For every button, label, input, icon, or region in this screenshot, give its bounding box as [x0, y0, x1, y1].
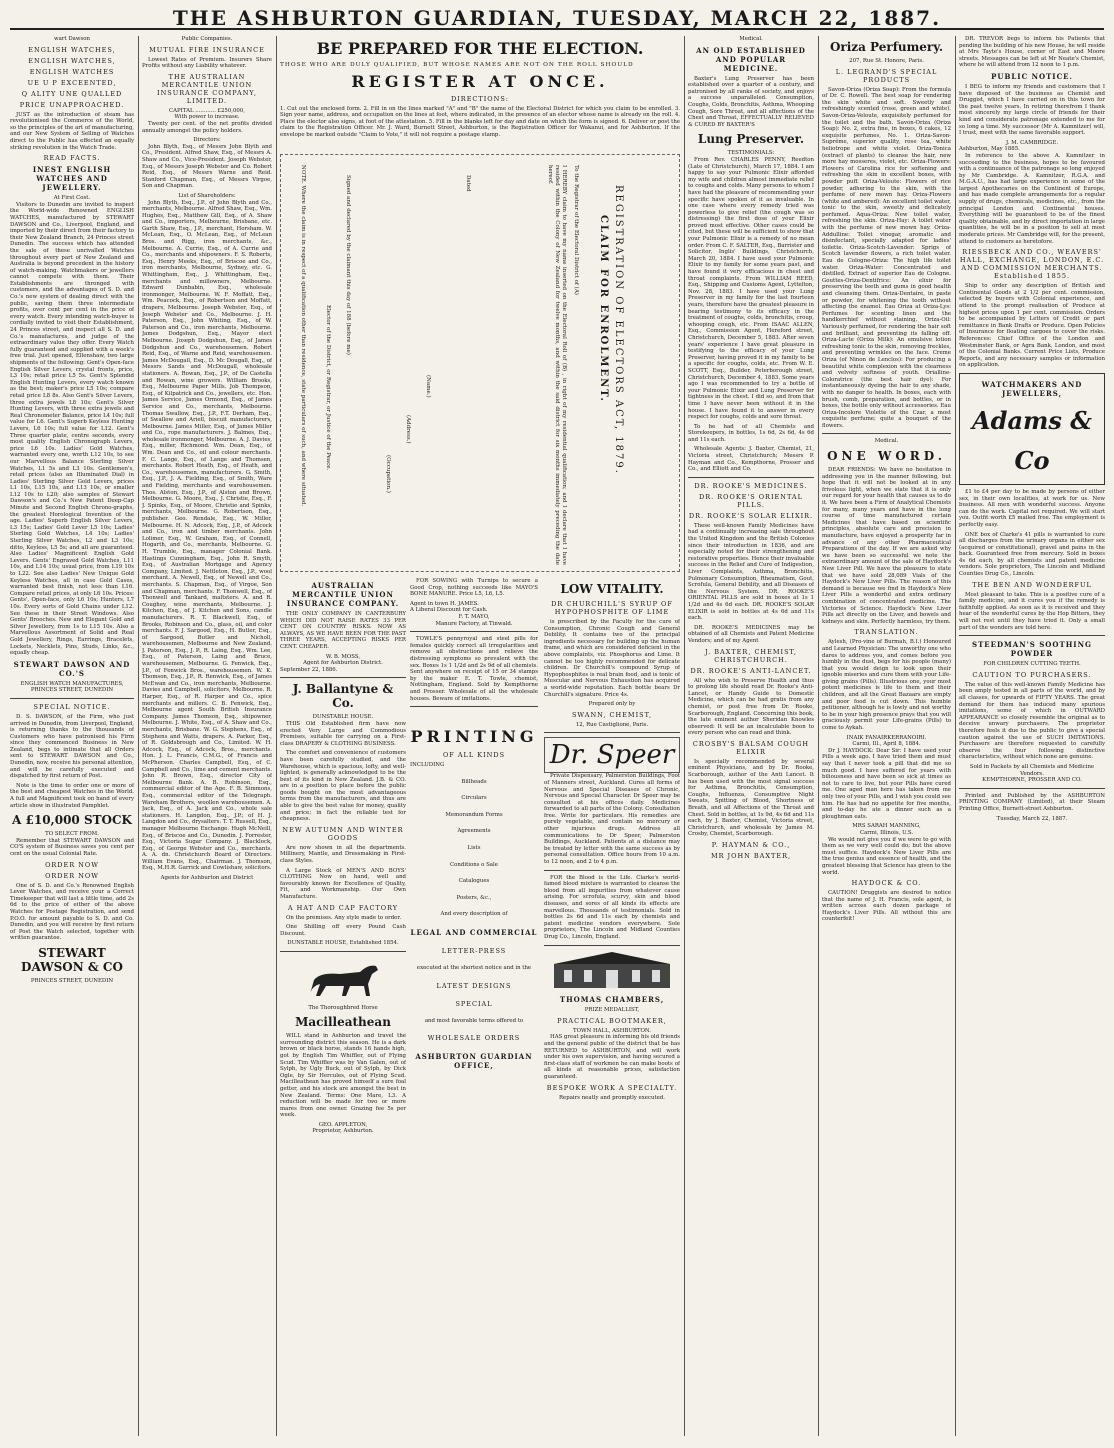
adams-logo: Adams & Co — [972, 405, 1092, 475]
hops-heading: THE BEN AND WONDERFUL — [972, 580, 1092, 589]
horse-body: WILL stand in Ashburton and travel the surrounding district this season. He is a dark brown or black horse, stands 16 hands high, got by English Tim Whiffler, out of Flying Scud. Tim Whiffler was by Van Galen, out of Sylph, by Ugly Buck, out of Sylph, by Dick Ogle, by Sir Hercules, out of Flying Scud. Macilleathean has proved himself a sure foal getter, and his stock are amongst the best in New Zealand. Terms: One Mare, L3. A reduction will be made for two or more mares from one owner. Grazing fee 5s per week. — [280, 1033, 406, 1119]
chambers-trade: PRACTICAL BOOTMAKER, — [557, 1016, 667, 1025]
rooke-obtain: DR. ROOKE'S MEDICINES may be obtained of all Chemists and Patent Medicine Vendors; and of my Agent — [688, 624, 814, 644]
dawson-co: STEWART DAWSON AND CO.'S — [13, 659, 131, 678]
form-hereby: I HEREBY claim to have my name inserted on the Electoral Roll of (B) , in right of my residential qualification; and I declare that I have resided within the Colony of New Zealand for twelve months, and within the said district for six months immediately preceding the date hereof. — [547, 165, 567, 565]
steedman-body: The value of this well-known Family Medicine has been amply tested in all parts of the world, and by all classes, for upwards of FIFTY YEARS. The great demand for them has induced many spurious imitations, some of which in OUTWARD APPEARANCE so closely resemble the original as to deceive unwary purchasers. The proprietor therefore feels it due to the public to give a special caution against the use of SUCH IMITATIONS. Purchasers are therefore requested to carefully observe the four following distinctive characteristics, without which none are genuine. — [959, 681, 1105, 761]
dawson-footer-street: PRINCES STREET, DUNEDIN — [30, 977, 114, 984]
hayman-foot: P. HAYMAN & CO., — [711, 841, 791, 849]
printing-wholesale: WHOLESALE ORDERS — [427, 1034, 521, 1043]
baxter-wholesale: Wholesale Agents: J. Baxter, Chemist, 21, Victoria street, Christchurch; Messrs P. Hayman and Co., Kempthorne, Prosser and Co., and Elliott and Co. — [688, 446, 814, 473]
printing-of: OF ALL KINDS — [442, 751, 506, 760]
election-notice — [280, 36, 680, 152]
translation-sign: INAIK FANAIRKERRANOIRI. — [846, 734, 927, 741]
medical-head-2: Medical. — [874, 438, 899, 445]
watch-head-1: ENGLISH WATCHES, — [28, 45, 116, 54]
public-companies-head: Public Companies. — [181, 36, 233, 42]
printing-every: And every description of — [440, 911, 508, 918]
form-claim: CLAIM FOR ENROLMENT. — [598, 215, 609, 403]
printing-executed: executed at the shortest notice and in the — [416, 965, 532, 972]
ballantyne-stock: A Large Stock of MEN'S AND BOYS' CLOTHING Now on hand, well and favourably known for Excellence of Quality, Fit, and Workmanship. Our Own Manufacture. — [280, 867, 406, 900]
directors-list: John Blyth, Esq., of Messrs John Blyth and Co., President. Alfred Shaw, Esq., of Messrs A. Shaw and Co., Vice-President. Joseph Webster, Esq., of Messrs Joseph Webster and Co. Robert Reid, Esq., of Messrs Warne and Reid. Stanford Chapman, Esq., of Messrs Virgoe, Son and Chapman. — [142, 143, 272, 190]
manure-discount: A Liberal Discount for Cash. — [410, 607, 488, 614]
chambers-body: HAS great pleasure in informing his old friends and the general public of the district that he has RETURNED to ASHBURTON, and will work under his own supervision, and having secured a first-class staff of workmen he can make boots of all kinds at reasonable prices, satisfaction guaranteed. — [544, 1034, 680, 1080]
manure-name: F. T. MAYO, — [458, 613, 490, 620]
ballantyne-new-body: Are now shown in all the departments. Millinery, Mantle, and Dressmaking in First-class Styles. — [280, 844, 406, 865]
translation-head: TRANSLATION. — [854, 628, 919, 637]
tagline-2: Q ALITY UNE QUALLED — [21, 89, 123, 98]
printing-item: Lists — [467, 845, 481, 852]
column-3-lower — [280, 578, 406, 1438]
horse-icon — [280, 956, 406, 1002]
form-signed: Signed and declared by the claimant this day of 188 (before me) — [345, 175, 351, 355]
column-stewart-dawson — [10, 36, 134, 1440]
divider — [959, 635, 1105, 636]
crosby-body: Is specially recommended by several eminent Physicians, and by Dr. Rooke, Scarborough, author of the Anti Lancet. It has been used with the most signal success for Asthma, Bronchitis, Consumption, Coughs, Influenza, Consumptive Night Sweats, Spitting of Blood, Shortness of Breath, and all Affections of the Throat and Chest. Sold in bottles, at 1s 9d, 4s 6d and 11s each, by J. Baxter, Chemist, Victoria street, Christchurch, and wholesale by James M. Crosby, Chemist, Scarborough. — [688, 758, 814, 838]
select-heading: TO SELECT FROM. — [45, 831, 99, 838]
dr-speer-logo: Dr. Speer — [544, 737, 680, 773]
form-elector: Elector of the District, or Registrar, or Justice of the Peace. — [325, 305, 331, 471]
baxter-intro: Baxter's Lung Preserver has been established over a quarter of a century, and patronised by all ranks of society, and enjoys a success unparalleled. Consumption, Coughs, Colds, Bronchitis, Asthma, Whooping Cough, Sore Throat, and all affections of the Chest and Throat, EFFECTUALLY RELIEVED & CURED BY BAXTER'S — [688, 75, 814, 128]
trevor-body: DR. TREVOR begs to inform his Patients that pending the building of his new House, he will reside at Mrs Tayte's House, corner of East and Moore streets. Messages can be left at Mr Neate's Chemist, where he will attend from 12 noon to 1 p.m. — [959, 36, 1105, 69]
printing-including: INCLUDING — [410, 762, 445, 769]
divider — [544, 945, 680, 946]
watchmakers: WATCHMAKERS AND JEWELLERS, — [981, 379, 1083, 398]
finest-heading: INEST ENGLISH WATCHES AND JEWELLERY. — [32, 165, 112, 193]
divider — [410, 631, 538, 632]
clarke-body: ONE box of Clarke's 41 pills is warranted to cure all discharges from the urinary organs in either sex (acquired or constitutional), gravel and pains in the back. Guaranteed free from mercury. Sold in boxes 4s 6d each, by all chemists and patent medicine vendors. Sole proprietors, The Lincoln and Midland Counties Drug Co., Lincoln. — [959, 531, 1105, 578]
enrolment-form — [280, 154, 680, 572]
printed-by: Printed and Published by the ASHBURTON PRINTING COMPANY (Limited), at their Steam Printing Office, Burnett-street Ashburton. — [959, 792, 1105, 812]
manure-factory: Manure Factory, at Tinwald. — [435, 620, 513, 627]
medical-head: Medical. — [739, 36, 763, 42]
register-heading: REGISTER AT ONCE. — [351, 71, 609, 91]
chambers-medal: PRIZE MEDALLIST, — [584, 1007, 640, 1014]
directors-head: Directors: — [193, 137, 221, 144]
column-rule — [276, 36, 277, 1436]
directions-body: 1. Cut out the enclosed form. 2. Fill in on the lines marked "A" and "B" the name of the Electoral District for which you claim to be enrolled. 3. Sign your name, address, and occupation on the lines at foot, where indicated, in the presence of an elector whose name is already on the roll. 4. Place the elector also signs, at foot of the attestation. 5. Fill in the blanks left for day and date on which the form is signed. 6. Deliver or post the claim to the Registration Officer. Mr. J. Ward, Burnett Street, Ashburton, is the Registration Officer for Wakanui, and for Ashburton. If the envelope be marked outside "Claim to Vote," it will not require a postage stamp. — [280, 105, 680, 138]
chambers-addr: TOWN HALL, ASHBURTON. — [572, 1027, 652, 1034]
crosby-heading: CROSBY'S BALSAM COUGH ELIXIR — [692, 739, 810, 756]
oriza-body: Savon-Oriza (Oriza Soap): From the formula of Dr. C. Rowell. The best soap for rendering the skin white and soft. Sweetly and refreshingly scented (rose, green and white). Savon-Oriza-Veloute, exquisitely perfumed for the toilet and the bath. Savon-Oriza (Oriza Soap): No. 2, extra fine, in boxes, 6 cakes, 12 exquisite perfumes, No. 1. Oriza-Savon-Suprême, superior quality, rose tea, white heliotrope and white violet. Oriza-Tonica (extract of plants) to cleanse the hair, new more hay mosseres, violet, etc. Oriza-Flowers: Flowers of Carolina rice for softening and refreshing the skin in excellent boxes, with powder puff. Oriza-Veloute: Flowers of rice powder, adhering to the skin, with the perfume of new mown hay. Oriza-Flowers (white and ambered): An excellent toilet water, tonic to the skin, sweetly and delicately perfumed. Aqua-Oriza: New toilet water, refreshing the skin. Oriza-Hay: A toilet water with the perfume of new mown hay. Oriza-Addulline: Toilet vinegar, aromatic and disinfectant, specially adapted for ladies' toilette. Oriza-Scotch-Lavender: Sprigs of Scotch lavender flowers, a rich toilet water. Eau de Cologne-Oriza: The high life toilet water. Oriza-Water: Concentrated and distilled. Extract of superior Eau de Cologne. Gouttes-Oriza-Dentifrice: An elixir for preserving the teeth and gums in good health and cleansing them. Oriza-Dentaire, in paste or powder, for whitening the tooth without affecting the enamel. Eau Oriza at Oriza-Lys: Perfumes for scenting linen and the handkerchief without staining. Oriza-Oil: Variously perfumed, for rendering the hair soft and brilliant, and preventing its falling off. Oriza-Lacte (Oriza Milk): An emulsive lotion refreshing tonic to the skin, removing freckles, and preventing wrinkles on the face. Creme Oriza (of Ninon de Lenclos): For producing a beautiful white complexion with the clearness and velvety softness of youth. Orialline-Coloratrice (the best hair dye): For instantaneously dyeing the hair to any shade, with no danger to health. In boxes, each with brush, comb, preparation, and bottles, or in boxes, the bottle only without accessories. Eau Oriza-Incolore Violette of the Czar, a most exquisite perfume; quite a bouquet of the flowers. — [822, 86, 951, 429]
form-name: (Name.) — [425, 375, 431, 398]
translation-body: Aylesh, (Pro-vine of Burmah, B.I.) Honoured and Learned Physician: The unworthy one who dares to address you, and comes before you humbly in the dust, begs for his people (many) that you would deign to look upon their ignoble miseries and cure them with your Life-giving grains (Pills). Illustrious one, your most potent medicines is life to them and their children, and all the Great Bazaars are empty and poor food is cut down. This humble petitioner, although he is lowly and not worthy to be in your high presence prays that you will graciously permit your Life-grains (Pills) to come to Aykah. — [822, 639, 951, 732]
riessbeck: RIESSBECK AND CO., WEAVERS' HALL, EXCHANGE, LONDON, E.C. AND COMMISSION MERCHANTS. Established 1855. — [959, 248, 1105, 281]
printing-title: PRINTING — [410, 727, 538, 747]
baxter-sold: To be had of all Chemists and Storekeepers, in bottles, 1s 6d, 2s 6d, 4s 6d and 11s each. — [688, 423, 814, 443]
vitality-body: is prescribed by the Faculty for the cure of Consumption, Chronic Cough and General Debility. It contains two of the principal ingredients necessary for building up the human frame, and which are considered deficient in the above complaints, viz. Phosphorus and Lime. It cannot be too highly recommended for delicate children. Dr Churchill's compound Syrup of Hypophosphites is real brain food, and is tonic of Muscular and Nervous Exhaustion has acquired a world-wide reputation. Each bottle bears Dr Churchill's signature. Price 4s. — [544, 619, 680, 698]
manure-body: FOR SOWING with Turnips to secure a Good Crop, nothing succeeds like MAYO'S BONE MANURE. Price L5, L6, L5. — [410, 578, 538, 598]
column-rule — [818, 36, 819, 1436]
form-to: To the Registrar of the Electoral District of (A) — [573, 165, 579, 295]
amu-body: THE ONLY COMPANY IN CANTERBURY WHICH DID NOT RAISE RATES 33 PER CENT ON COUNTRY RISKS. NOW AS ALWAYS, AS WE HAVE BEEN FOR THE PAST THREE YEARS, ACCEPTING RISKS PER CENT. CHEAPER. — [280, 611, 406, 650]
column-rule — [955, 36, 956, 1436]
printing-item: Catalogues — [458, 878, 490, 885]
watch-head-3: ENGLISH WATCHES — [29, 67, 115, 76]
printing-office: ASHBURTON GUARDIAN OFFICE, — [415, 1052, 533, 1071]
carmi-body: Dr J. HAYDOCK: Dear Sir: I have used your Pills a week ago. I have tried them and must say that I never took a pill that did me so much good. I have suffered for years with biliousness and have been so sick at times as not to care to live, but your Pills have cured me. One aged man here has taken from me only two of your Pills, and I wish you could see him. He has had no appetite for five months, and to-day he ate a dinner such as a ploughman eats. — [822, 747, 951, 820]
lung-preserver: Lung Preserver. — [697, 132, 805, 147]
divider — [959, 788, 1105, 789]
divider — [544, 732, 680, 733]
order-now-2: ORDER NOW — [45, 871, 99, 880]
watch-head-2: ENGLISH WATCHES, — [28, 56, 116, 65]
tagline-1: UE U P EXCEENTED, — [27, 78, 117, 87]
one-word: ONE WORD. — [827, 449, 946, 464]
shareholders-list: John Blyth, Esq., J.P., of John Blyth and Co., merchants, Melbourne. Alfred Shaw, Esq., Wm. Hughes, Esq., Matthew Gill, Esq., of A. Shaw and Co., importers, Melbourne, Brisbane, etc. Garth Shaw, Esq., J.P., merchant, Horsham. W. McLean, Esq., O. McLean, Esq., of McLean Bros. and Rigg, iron merchants, &c., Melbourne. A. Currie, Esq., of A. Currie and Co., merchants and shipowners. F. S. Roberts, Esq., Henry Meeks, Esq., of Briscoe and Co., iron merchants, Melbourne, Sydney, etc. G. Whittingham, Esq., J. Whittingham, Esq., merchants and millowners, Melbourne. Edward Dunbabin, Esq., wholesale ironmonger, Melbourne. W. F. Moffatt, Esq., Wm. Peacock, Esq., of Robertson and Moffatt, drapers, Melbourne. Joseph Webster, Esq., of Joseph Webster and Co., Melbourne. J. H. Paterson, Esq., John Whiting, Esq., of W. Paterson and Co., iron merchants, Melbourne. James Dodgshun, Esq., Mayor elect Melbourne. Joseph Dodgshun, Esq., of James Dodgshun and Co., warehousemen. Robert Reid, Esq., of Warne and Reid, warehousemen. James McDougall, Esq., D. Mc Dougall, Esq., of Messrs Sands and McDougall, wholesale stationers. A. Rowan, Esq., J.P., of De Castella and Rowan, wine growers. William Brooks, Esq., Melbourne Paper Mills. Job Thompson, Esq., of Kilpatrick and Co., jewellers, etc. Hon. James Service, James Ormond, Esq., of James Service and Co., merchants, Melbourne. Thomas Swallow, Esq., J.P., F.T. Derham, Esq., of Swallow and Ariell, biscuit manufacturers, Melbourne. James Miller, Esq., of James Miller and Co., rope manufacturers. J. Balmes, Esq., wholesale ironmonger, Melbourne. A. J. Davies, Esq., miller, Richmond. Wm. Dean, Esq., of Wm. Dean and Co., oil and colour merchants. F. C. Lange, Esq., of Lange and Thomsen, merchants. Robert Heath, Esq., of Heath, and Co., warehousemen, manufacturers. G. Smith, Esq., J.P., J. A. Fielding, Esq., of Smith, Ware and Fielding, merchants and warehousemen. Thos. Alston, Esq., J.P., of Alston and Brown, Melbourne. G. Moore, Esq., J. Christie, Esq., F. J. Spinks, Esq., of Moore, Christie and Spinks, merchants, Melbourne. G. Robertson, Esq., publisher. Geo. Rendale, Esq., W. Miller, Melbourne. H. N. Adcock, Esq., J.P., of Adcock and Co., iron and timber merchants. John Lolimer, Esq., W. Graham, Esq., of Connell, Hogarth, and Co., merchants, Melbourne. G. H. Trumble, Esq., manager Colonial Bank. Hastings Cunningham, Esq., John R. Smyth, Esq., of Australian Mortgage and Agency Company, Limited. J. Nettleton, Esq., J.P., wool merchant. A. Newell, Esq., of Newell and Co., merchants. S. Chapman, Esq., of Virgoe, Son and Chapman, merchants. F. Thonwell, Esq., of Thonwell and Tankard, maltsters. A. and R. Coughey, wine merchants, Melbourne. J. Kitchen, Esq., of J. Kitchen and Sons, candle manufacturers. R. T. Blackwell, Esq., of Brooks, Robinson and Co., glass, oil, and color merchants. F. J. Sargood, Esq., H. Butler, Esq., of Sargood, Butler and Nicholl, warehousemen, Melbourne and New Zealand. J. Paterson, Esq., J. P., R. Laing, Esq., Wm. Lee, Esq., of Paterson, Laing and Bruce, warehousemen, Melbourne. G. Fenwick, Esq., J.P., of Fenwick Bros., warehousemen. W. K. Thomson, Esq., J.P., R. Renwick, Esq., of James McEwan and Co., iron merchants, Melbourne. Davies and Campbell, solicitors, Melbourne. R. Harper, Esq., of R. Harper and Co., spice merchants and millers. C. B. Fenwick, Esq., Melbourne agent South British Insurance Company. James Thomson, Esq., shipowner, Melbourne. J. White, Esq., of A. Shaw and Co., merchants, Brisbane. W. G. Stephens, Esq., of Stephens and Watts, drapers. A. Parker, Esq., of R. Goldsbrough and Co., Limited. W. H. Adcock, Esq., of Adcock, Bros., merchants. Hon. J. L. Francis, C.M.G., of Francis and McPherson. Charles Campbell, Esq., of C. Campbell and Co., lime and cement merchants. John R. Brown, Esq., director City of Melbourne Bank. A. B. Robinson, Esq., commercial editor of the Age. F. B. Simmons, Esq., commercial editor of the Telegraph. Wareham Brothers, woollen warehousemen. A. Jack, Esq., of A. Jack and Co., whole sale stationers. H. Langdon, Esq., J.P.; of H. J. Langdon and Co., drysalters. T. T. Russell, Esq., manager Melbourne Exchange. Hugh McNeill, Esq., of Briscoe and Co., Dunedin. J. Forrester, Esq., Victoria Sugar Company. J. Blacklock, Esq., of George Webster and Co., merchants. A. A. dn. Christchurch Board of Directors. William Evans, Esq., Chairman. J. Thomson, Esq., M.H.R. Garrick and Cowlishaw, solicitors. — [142, 199, 272, 872]
cambridge: J. M. CAMBRIDGE. — [1005, 139, 1059, 146]
dawson-street: PRINCES STREET, DUNEDIN — [30, 687, 114, 694]
column-oriza-haydock — [822, 36, 951, 1440]
pills-body: TOWLE'S pennyroyal and steel pills for females quickly correct all irregularities and remove all obstructions and relieve the distressing symptoms so prevalent with the sex. Boxes 1s 1 1/2d and 2s 9d of all chemists. Sent anywhere on receipt of 15 or 34 stamps by the maker E. T. Towle, chemist, Nottingham, England. Sold by Kempthorne and Prosser. Wholesale of all the wholesale houses. Beware of imitations. — [410, 636, 538, 702]
horse-label: The Thoroughbred Horse — [308, 1004, 378, 1011]
divider — [410, 706, 538, 707]
oriza-addr: 207, Rue St. Honore, Paris. — [849, 58, 924, 64]
mrs-manning: MRS SARAH MANNING, — [852, 823, 921, 830]
testimonials-head: TESTIMONIALS: — [727, 150, 775, 157]
ballantyne-cash: One Shilling off every Pound Cash Discount. — [280, 924, 406, 937]
remember-body: Remember that STEWART DAWSON and CO'S system of Business saves you cent per cent on the usual Colonial Rate. — [10, 837, 134, 857]
capital: CAPITAL ............ £250,000, — [169, 107, 245, 114]
ballantyne-intro: THIS Old Established firm have now erected Very Large and Commodious Premises, suitable for carrying on a First-class DRAPERY & CLOTHING BUSINESS. — [280, 720, 406, 747]
form-dated: Dated — [465, 175, 471, 192]
divider — [10, 698, 134, 699]
divider — [822, 433, 951, 434]
amu-title: AUSTRALIAN MERCANTILE UNION INSURANCE COMPANY. — [286, 581, 400, 608]
order-now-1: ORDER NOW — [45, 860, 99, 869]
ship-body: Ship to order any description of British and Continental Goods at 2 1/2 per cent. commission, selected by buyers with Colonial experience, and attend to the prompt realisation of Produce at highest prices upon 1 per cent. commission. Orders to be accompanied by Letters of Credit or part remittance in Bank Drafts or Produce. Open Policies of Insurance for floating cargoes to cover the risks. References: Chief Office of the London and Westminster Bank, or Agra Bank, London, and most of the Colonial Banks. Current Price Lists, Produce Reports, and any necessary samples or information on application. — [959, 283, 1105, 369]
printing-item: Agreements — [457, 828, 491, 835]
printing-item: Circulars — [461, 795, 487, 802]
vitality-sub: DR CHURCHILL'S SYRUP OF HYPOPHOSPHITE OF LIME — [551, 600, 673, 616]
oriza-title: Oriza Perfumery. — [829, 40, 944, 54]
form-note: NOTE. Where the claim is in respect of a qualification other than residence, state particulars of such, and where situated. — [300, 165, 306, 507]
oneword-body: DEAR FRIENDS: We have no hesitation in addressing you in the manner following, but hope that it will not be looked at in any frivolous light, when we state that it is only our regard for your health that causes us to do it. We have been a Firm of Analytical Chemists for many, many years and have in the long course of time manufactured certain Medicines that have based on scientific principles, absolute care and precision in manufacture, have enjoyed a prosperity far in advance of any other Pharmaceutical Preparations of the day. If we are asked why we have been so successful we note the extraordinary amount of the sale of Haydock's New Liver Pill. We have the pleasure to state that we have sold 28,089 Vials of the Haydock's New Liver Pills. The reason of this demand is because we find in Haydock's New Liver Pills a wonderful and extra ordinary combination of concentrated medicine. The Victories of Science. Haydock's New Liver Pills act directly on the Liver, and bowels and kidneys and skin. Perfectly harmless, try them. — [822, 467, 951, 625]
oriza-sub: L. LEGRAND'S SPECIAL PRODUCTS — [835, 67, 938, 84]
divider — [280, 951, 406, 952]
column-public-companies — [142, 36, 272, 1440]
haydock-co: HAYDOCK & CO. — [851, 879, 922, 888]
dawson-eng: ENGLISH WATCH MANUFACTURES, — [20, 680, 124, 687]
vitality-prep: Prepared only by — [588, 701, 636, 708]
read-facts: READ FACTS. — [43, 154, 101, 163]
ballantyne-title: J. Ballantyne & Co. — [292, 682, 394, 711]
public-body: I BEG to inform my friends and customers that I have disposed of the business as Chemist and Druggist, which I have carried on in this town for the past twelve years. In retiring therefrom I thank most sincerely my large circle of friends for their kind and considerate patronage extended to me for so long a time. My successor (Mr A. Kamnitzer) will, I trust, meet with the same favorable support. — [959, 83, 1105, 137]
directions-head: DIRECTIONS: — [451, 94, 509, 103]
amu-agent: W. B. MOSS, — [325, 653, 361, 660]
steedman-sold: Sold in Packets by all Chemists and Medicine Vendors. — [969, 763, 1095, 777]
printing-latest: LATEST DESIGNS — [436, 981, 512, 990]
printing-item: Posters, &c., — [456, 894, 492, 901]
ballantyne-sub: DUNSTABLE HOUSE. — [312, 714, 374, 721]
rooke-medicines: DR. ROOKE'S MEDICINES. — [694, 481, 808, 490]
baxter-chemist: J. BAXTER, CHEMIST, CHRISTCHURCH. — [705, 647, 797, 664]
print-date: Tuesday, March 22, 1887. — [996, 815, 1068, 822]
election-who: THOSE WHO ARE DULY QUALIFIED, BUT WHOSE NAMES ARE NOT ON THE ROLL SHOULD — [280, 62, 634, 68]
column-notices — [959, 36, 1105, 1440]
horse-name: Macilleathean — [295, 1015, 391, 1030]
carmi-date: Carmi, Ill., April 8, 1884. — [852, 741, 921, 748]
column-medical-baxter — [688, 36, 814, 1440]
earn-body: £1 to £4 per day to be made by persons of either sex, in their own localities, at work for us. New business. All men with wonderful success. Anyone can do the work. Capital not required. We will start you. Outfit worth £5 mailed free. The employment is perfectly easy. — [959, 488, 1105, 528]
vitality-maker: SWANN, CHEMIST, — [571, 710, 653, 719]
stock-heading: A £10,000 STOCK — [12, 813, 132, 828]
rooke-body: These well-known Family Medicines have had a continually increasing sale throughout the United Kingdom and the British Colonies since their introduction in 1836, and are especially noted for their strengthening and restorative properties. Hence their invaluable success in the Relief and Cure of Indigestion, Liver Complaints, Asthma, Bronchitis, Pulmonary Consumption, Rheumatism, Gout, Scrofula, General Debility, and all Diseases of the Nervous System. DR. ROOKE'S ORIENTAL PILLS are sold in boxes at 1s 1 1/2d and 4s 6d each. DR. ROOKE'S SOLAR ELIXIR is sold in bottles at 4s 6d and 11s each. — [688, 522, 814, 622]
printing-letter: LETTER-PRESS — [441, 947, 507, 956]
caution-body: CAUTION! Druggists are desired to notice that the name of J. H. Francis, sole agent, is written across each dozen package of Haydock's Liver Pills. All without this are counterfeit! — [822, 890, 951, 923]
special-notice: SPECIAL NOTICE. — [33, 702, 111, 711]
hops-body: Most pleasant to take. This is a positive cure of a family medicine, and it cures you if the remedy is faithfully applied. As soon as it is received and they hear of the wonderful cures by the Hop Bitters, they will not rest until they have tried it. Only a small part of the wonders are told here. — [959, 591, 1105, 631]
divider — [280, 677, 406, 678]
chambers-bespoke: BESPOKE WORK A SPECIALTY. — [546, 1083, 678, 1092]
manure-agent: Agent in town H. JAMES. — [410, 600, 479, 607]
col1-top: wart Dawson — [54, 36, 90, 42]
ballantyne-body: The comfort and convenience of customers have been carefully studied, and the Warehouse, which is spacious, lofty, and well-lighted, is generally acknowledged to be the best of its kind in New Zealand. J.B. & CO. are in a position to place before the public goods bought on the most advantageous terms from the manufacturers, and thus are able to give the best value for money, quality and price; in fact the reliable test for cheapness. — [280, 750, 406, 823]
kempthorne: KEMPTHORNE, PROSSER AND CO. — [982, 777, 1082, 784]
mrs-addr: Carmi, Illinois, U.S. — [859, 829, 914, 836]
horse-role: Proprietor, Ashburton. — [312, 1128, 374, 1135]
public-notice: PUBLIC NOTICE. — [991, 71, 1073, 81]
vitality-title: LOW VITALITY. — [560, 582, 664, 596]
steedman-sub: FOR CHILDREN CUTTING TEETH. — [983, 661, 1081, 668]
column-rule — [684, 36, 685, 1436]
horse-owner: GEO. APPLETON, — [318, 1121, 368, 1128]
adams-ad — [959, 373, 1105, 485]
printing-item: Billheads — [461, 778, 487, 785]
baxter-foot: MR JOHN BAXTER, — [710, 852, 792, 860]
speer-body: Private Dispensary, Palmerston Buildings, Foot of Manners street, Auckland. Cures all forms of Nervous and Special Diseases of Chronic, Nervous and Special Character. Dr Speer may be consulted at his offices daily. Medicines forwarded to all parts of the Colony. Consultation free. Write for particulars. His remedies are purely vegetable, and contain no mercury or other injurious drugs. Address all communications to Dr Speer, Palmerston Buildings, Auckland. Patients at a distance may be treated by letter with the same success as by personal consultation. Office hours from 10 a.m. to 12 noon, and 2 to 4 p.m. — [544, 773, 680, 866]
column-rule — [138, 36, 139, 1436]
mutual-fire: MUTUAL FIRE INSURANCE — [149, 45, 265, 54]
blood-body: FOR the Blood is the Life. Clarke's world-famed blood mixture is warranted to cleanse the blood from all impurities from whatever cause arising. For scrofula, scurvy, skin and blood diseases, and sores of all kinds its effects are marvellous. Thousands of testimonials. Sold in bottles 2s 6d and 11s each by chemists and patent medicine vendors everywhere. Sole proprietors, The Lincoln and Midland Counties Drug Co., Lincoln, England. — [544, 874, 680, 940]
first-cost: At First Cost. — [53, 195, 91, 202]
ballantyne-new: NEW AUTUMN AND WINTER GOODS — [282, 825, 404, 842]
form-occupation: (Occupation.) — [385, 455, 391, 493]
note-body: Note is the time to order one or more of the best and cheapest Watches in the World. A full and Magnificent took on hand of every article show in illustrated Pamphlet. — [10, 782, 134, 809]
amu-date: September 22, 1886. — [280, 666, 338, 673]
shareholders-head: List of Shareholders: — [178, 192, 236, 199]
column-4-lower — [410, 578, 538, 1438]
printing-item: Memorandum Forms — [445, 811, 503, 818]
agents-foot: Agents for Ashburton and District — [160, 875, 254, 882]
printing-terms: and most favorable terms offered to — [424, 1017, 524, 1024]
masthead-title: THE ASHBURTON GUARDIAN, TUESDAY, MARCH 22, 1887. — [10, 6, 1104, 30]
ballantyne-foot: DUNSTABLE HOUSE, Established 1854. — [287, 940, 399, 947]
form-title: REGISTRATION OF ELECTORS ACT, 1879. — [613, 185, 624, 475]
cambridge-date: Ashburton, May 1885. — [959, 146, 1020, 153]
printing-legal: LEGAL AND COMMERCIAL — [410, 928, 538, 938]
order-body: One of S. D. and Co.'s Renowned English Lever Watches, and receive your a Correct Timekeeper that will last a little time, add 2s 6d to the price of either of the above Watches for Postage Registration, and send P.O.O. for amount payable to S. D. and Co. Dunedin, and you will receive by first return of Post the Watch selected, together with written guarantee. — [10, 882, 134, 942]
mercantile-title: THE AUSTRALIAN MERCANTILE UNION INSURANCE COMPANY, LIMITED. — [157, 72, 257, 105]
rooke-solar: DR. ROOKE'S SOLAR ELIXIR. — [688, 511, 814, 520]
printing-special: SPECIAL — [455, 999, 493, 1008]
dawson-body: Visitors to Dunedin are invited to inspect the World-wide Renowned ENGLISH WATCHES, manufactured by STEWART DAWSON and Co., Liverpool, England, and imported by their direct from their factory to their New Zealand Branch, 24 Princes street Dunedin. The success which has attended the sale of these unrivalled Watches throughout every part of New Zealand and Australia is beyond precedent in the history of watch-making. Watchmakers or jewellers cannot compete with them. Their Establishments are thronged with customers, and the advantages of S. D. and Co.'s new system of dealing direct with the public, saving them three intermediate profits, over cent per cent in the price of every watch. Every intending watch-buyer is cordially invited to visit their Establishment, 24 Princes street, and inspect all S. D. and Co.'s manufactures, and judge of the extraordinary value they offer. Every Watch fully guaranteed and supplied with a week's free trial. Just opened, Ellenshaw, two large shipments of the following: Gent's Open-face English Silver Levers, crystal fronts, price, L3 10s; retail price L5 5s. Gent's Splendid English Hunting Levers, every watch known as the best; maker's price L5 10s; compare retail price L8 8s. Also Gent's Silver Levers, three extra jewels L8 10s; Gent's Silver Hunting Levers, with three extra jewels and Real Chronometer Balance, price L4 10s; full value for L6. Gent's Superb Keyless Hunting Levers, L6 10s; full value for L12. Gent's Three quarter plate, centre seconds, every most quality English Chronograph Levers, price L6 10s. Ladies' Gold Watches, warranted every one, worth L12 10s, to see our Marvellous Balance Sterling Silver Watches, L1 5s and L3 10s. Gentlemen's, retail prices (also an Illuminated Dial) in Ladies' Sterling Silver Gold Levers, prices L1 10s, L15 10s, and L13 10s, or smaller L12 10s to L20; also samples of Stewart Dawson's and Co.'s New Patent Deep-Cap Minute and Second English Chrono-graphs, the greatest Horological Invention of the age. Ladies' Superb English Silver Levers, L3 15s; Ladies' Gold Lever L5 10s; Ladies' Sterling Gold Watches, L4 10s; Ladies' Sterling Silver Watches, L2 and L3 10s; ditto, Keyless, L5 5s; and all are guaranteed. Also Ladies' Magnificent English Gold Levers. Gents' Engraved Gold Watches, L11 10s, and L14 10s; usual price, from L19 10s to L22. See also Ladies' New Unique Gold Keyless Watches, all in case Gold Cases, warranted best finish, not less than L16. Compare retail prices, at only L6 10s. Prices: Gents', Open-face, only L6 10s; Hunters, L7 10s. Every sorts of Gold Chains under L12. See these in their Street Windows. Also Gents' Brooches. New and Elegant Gold and Silver Jewellery, from 1s to L15 10s. Also a Marvellous Assortment of Solid and Real Gold Jewellery, Rings, Earrings, Bracelets, Lockets, Necklets, Pins, Studs, Links, &c., equally cheap. — [10, 201, 134, 657]
amu-agent-role: Agent for Ashburton District. — [303, 660, 383, 667]
special-body: D. S. DAWSON, of the Firm, who just arrived in Dunedin, from Liverpool, England, is returning thanks to the thousands of Customers who have patronised his Firm since they commenced Business in New Zealand, begs to intimate that all Orders sent to STEWART DAWSON and Co., Dunedin, now, receive his personal attention, and will be carefully executed and dispatched by first return of Post. — [10, 713, 134, 780]
election-title: BE PREPARED FOR THE ELECTION. — [316, 39, 644, 58]
town-hall-icon — [544, 950, 680, 990]
vitality-addr: 12, Rue Castiglione, Paris. — [575, 721, 649, 728]
chambers-name: THOMAS CHAMBERS, — [559, 995, 665, 1005]
old-established: AN OLD ESTABLISHED AND POPULAR MEDICINE. — [696, 45, 806, 73]
dividends: Twenty per cent. of the net profits divided annually amongst the policy holders. — [142, 120, 272, 134]
form-address: (Address.) — [405, 415, 411, 444]
rooke-oriental: DR. ROOKE'S ORIENTAL PILLS. — [699, 492, 803, 509]
steedman-title: STEEDMAN'S SOOTHING POWDER — [972, 640, 1092, 659]
printing-item: Conditions o Sale — [450, 861, 498, 868]
tagline-3: PRICE UNAPPROACHED. — [19, 100, 125, 109]
we-body: We would not give you if we were to go with them as we very well could do; but the above must suffice. Haydock's New Liver Pills are the true genius and essence of health, and the greatest blessing that Science has given to the world. — [822, 836, 951, 876]
steedman-caution: CAUTION TO PURCHASERS. — [972, 670, 1092, 679]
chambers-repairs: Repairs neatly and promptly executed. — [559, 1094, 665, 1101]
intro-text: JUST as the introduction of steam has revolutionised the Commerce of the World, so the principles of the art of manufacturing, and our New System of Selling of Watches direct to the Public has effected an equally striking revolution in the Watch Trade. — [10, 111, 134, 151]
mutual-intro: Lowest Rates of Premium. Insurers Share Profits without any Liability whatever. — [142, 56, 272, 70]
lancet-body: All who wish to Preserve Health and thus to prolong life should read Dr. Rooke's Anti-Lancet, or Handy Guide to Domestic Medicine, which can be had gratis from any chemist, or post free from Dr. Rooke, Scarborough, England. Concerning this book, the late eminent author Sheridan Knowles observed: It will be an incalculable boon to every person who can read and think. — [688, 677, 814, 737]
power: With power to increase. — [174, 114, 240, 121]
kamnitzer-body: In reference to the above A. Kamnitzer in succeeding to the business, hopes to be favoured with a continuance of the patronage so long enjoyed by Mr Cambridge. A. Kamnitzer, R.G.A. and M.G.A.U., has had large experience in some of the largest Apothecaries on the Continent of Europe, and has made complete arrangements for a regular supply of drugs, chemicals, medicines, etc., from the principal London and Continental houses. Everything will be guaranteed to be of the finest quality obtainable, and by direct importation in large quantities, he will be in a position to sell at most moderate prices. Mr Cambridge will, for the present, attend to customers as heretofore. — [959, 152, 1105, 245]
ballantyne-hat: A HAT AND CAP FACTORY — [287, 903, 399, 912]
ballantyne-hat-body: On the premises. Any style made to order. — [286, 914, 402, 921]
divider — [688, 477, 814, 478]
column-4b-lower — [544, 578, 680, 1438]
divider — [544, 870, 680, 871]
baxter-body: From Rev. CHARLES PENNY, Reedton (Late of Christchurch), March 17, 1884. I am happy to say your Pulmonic Elixir afforded my wife and children almost immediate relief to coughs and colds. Many persons to whom I have had the pleasure of recommending your specific have spoken of it as invaluable. In one case where every remedy tried was powerless to give relief (the cough was so distressing) the first dose of your Elixir proved most effective. Other cases could be cited, but these will be sufficient to show that your Pulmonic Elixir is a remedy of no mean order. From C. F. SALTER, Esq., Barrister and Solicitor, Inglis' Buildings, Christchurch, March 20, 1884. I have used your Pulmonic Elixir to my family for some years past, and have found it very efficacious in chest and throat complaints. From WILLIAM REED, Esq., Shipping and Customs Agent, Lyttelton, Nov. 28, 1883. I have used your Lung Preserver in my family for the last fourteen years, therefore have the greatest pleasure in bearing testimony to its efficacy in the treatment of coughs, colds, bronchitis, croup, whooping cough, etc. From ISAAC ALLEN, Esq., Commission Agent, Hereford street, Christchurch, December 5, 1883. After seven years' experience I have great pleasure in testifying to the efficacy of your Lung Preserver, having proved it in my family to be a specific for coughs, colds, etc. From W. E. SCOTT, Esq., Builder, Peterborough street, Christchurch, December 4, 1883. Some years ago I was recommended to try a bottle of your Pulmonic Elixir and Lung Preserver for tightness in the chest. I did so, and from that time I have never been without it in the house. I have found it to answer in every respect for coughs, colds and sore throat. — [688, 156, 814, 421]
rooke-lancet: DR. ROOKE'S ANTI-LANCET. — [690, 666, 812, 675]
dawson-footer-name: STEWART DAWSON & CO — [21, 945, 123, 974]
